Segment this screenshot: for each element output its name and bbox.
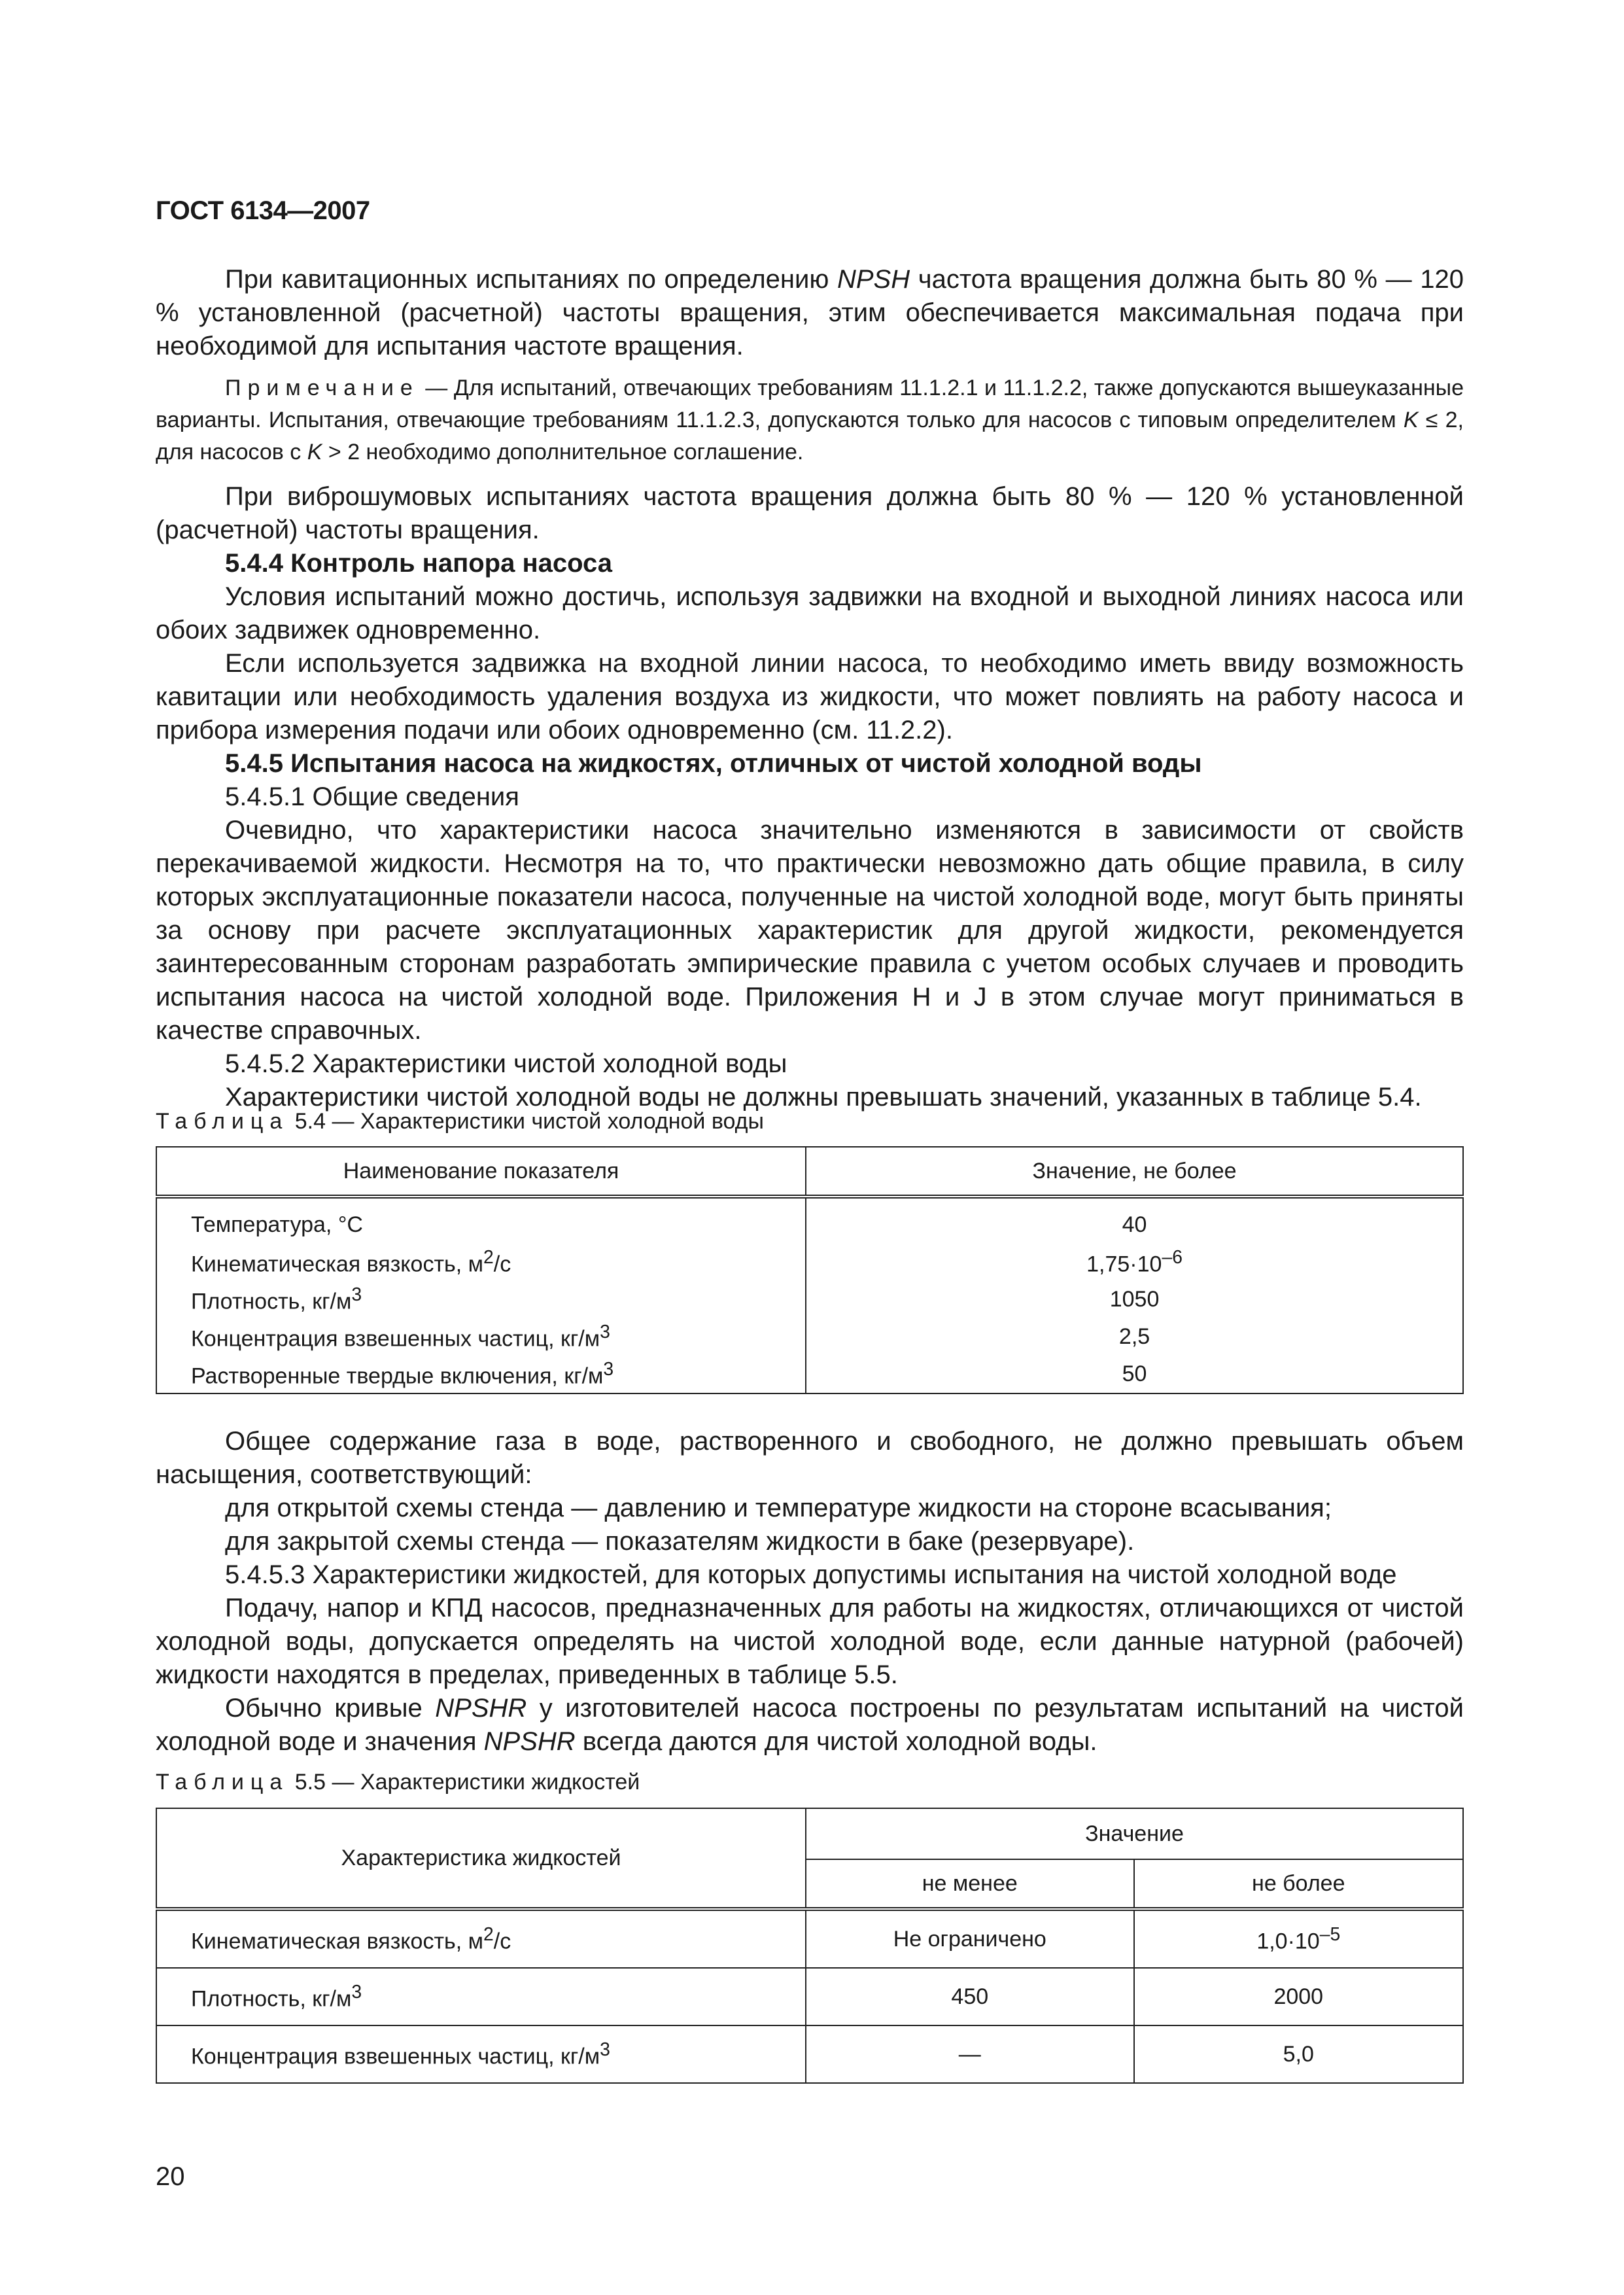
paragraph-cavitation: При кавитационных испытаниях по определению NPSH частота вращения должна быть 80 % — 120 % установленной (расчетной) частоты вращения, этим обеспечивается максимальная подача при необходимой для испытания частоте вращения. (156, 265, 1464, 360)
table-5-4-caption: Таблица 5.4 — Характеристики чистой холодной воды (156, 1109, 764, 1134)
paragraph-general: Очевидно, что характеристики насоса значительно изменяются в зависимости от свойств перекачиваемой жидкости. Несмотря на то, что практически невозможно дать общие правила, в силу которых эксплуатационные показатели насоса, полученные на чистой холодной воде, могут быть приняты за основу при расчете эксплуатационных характеристик для другой жидкости, рекомендуется заинтересованным сторонам разработать эмпирические правила с учетом особых случаев и проводить испытания насоса на чистой холодной воде. Приложения H и J в этом случае могут приниматься в качестве справочных. (156, 816, 1464, 1045)
table-row: Плотность, $кг/м^3$ 1050 (156, 1281, 1463, 1318)
page-number: 20 (156, 2162, 185, 2191)
heading-5-4-5-3: 5.4.5.3 Характеристики жидкостей, для которых допустимы испытания на чистой холодной воде (225, 1560, 1397, 1589)
table-row: Кинематическая вязкость, $м^2/с$ Не ограничено $1,0\cdot 10^{-5}$ (156, 1909, 1463, 1968)
table-5-4-header-name: Наименование показателя (156, 1147, 806, 1197)
paragraph-open-scheme: для открытой схемы стенда — давлению и температуре жидкости на стороне всасывания; (225, 1494, 1332, 1522)
paragraph-pump-performance: Подачу, напор и КПД насосов, предназначенных для работы на жидкостях, отличающихся от чистой холодной воды, допускается определять на чистой холодной воде, если данные натурной (рабочей) жидкости находятся в пределах, приведенных в таблице 5.5. (156, 1594, 1464, 1689)
table-5-5-header-value: Значение (806, 1808, 1463, 1859)
table-5-4 (156, 1146, 1464, 1394)
table-5-5 (156, 1808, 1464, 2084)
heading-5-4-5-1: 5.4.5.1 Общие сведения (225, 782, 519, 811)
table-row: Концентрация взвешенных частиц, $кг/м^3$ — 5,0 (156, 2025, 1463, 2083)
table-5-5-caption: Таблица 5.5 — Характеристики жидкостей (156, 1770, 640, 1795)
table-5-5-header-name: Характеристика жидкостей (156, 1808, 806, 1909)
paragraph-valves: Условия испытаний можно достичь, используя задвижки на входной и выходной линиях насоса или обоих задвижек одновременно. (156, 582, 1464, 644)
paragraph-npshr: Обычно кривые NPSHR у изготовителей насоса построены по результатам испытаний на чистой холодной воде и значения NPSHR всегда даются для чистой холодной воды. (156, 1694, 1464, 1756)
table-row: Кинематическая вязкость, $м^2/с$ $1,75\cdot 10^{-6}$ (156, 1244, 1463, 1281)
paragraph-closed-scheme: для закрытой схемы стенда — показателям жидкости в баке (резервуаре). (225, 1527, 1135, 1556)
paragraph-inlet-valve: Если используется задвижка на входной линии насоса, то необходимо иметь ввиду возможность кавитации или необходимость удаления воздуха из жидкости, что может повлиять на работу насоса и прибора измерения подачи или обоих одновременно (см. 11.2.2). (156, 649, 1464, 745)
paragraph-table-ref: Характеристики чистой холодной воды не должны превышать значений, указанных в таблице 5.4. (225, 1083, 1422, 1112)
heading-5-4-5-2: 5.4.5.2 Характеристики чистой холодной воды (225, 1049, 787, 1078)
table-5-5-header-min: не менее (806, 1859, 1134, 1909)
table-5-5-header-max: не более (1134, 1859, 1463, 1909)
body-block-2 (156, 1425, 1464, 1759)
body-block-1 (156, 263, 1464, 1114)
note-label: Примечание (225, 376, 419, 400)
note: Примечание — Для испытаний, отвечающих требованиям 11.1.2.1 и 11.1.2.2, также допускаются вышеуказанные варианты. Испытания, отвечающие требованиям 11.1.2.3, допускаются только для насосов с типовым определителем K ≤ 2, для насосов с K > 2 необходимо дополнительное соглашение. (156, 376, 1464, 464)
heading-5-4-4: 5.4.4 Контроль напора насоса (225, 549, 612, 578)
table-row: Плотность, $кг/м^3$ 450 2000 (156, 1968, 1463, 2025)
paragraph-vibration: При виброшумовых испытаниях частота вращения должна быть 80 % — 120 % установленной (расчетной) частоты вращения. (156, 482, 1464, 544)
table-row: Концентрация взвешенных частиц, $кг/м^3$ 2,5 (156, 1318, 1463, 1356)
table-row: Растворенные твердые включения, $кг/м^3$ 50 (156, 1356, 1463, 1393)
table-row: Температура, °C 40 (156, 1197, 1463, 1244)
heading-5-4-5: 5.4.5 Испытания насоса на жидкостях, отличных от чистой холодной воды (225, 749, 1202, 778)
paragraph-gas-content: Общее содержание газа в воде, растворенного и свободного, не должно превышать объем насыщения, соответствующий: (156, 1427, 1464, 1489)
table-5-4-header-value: Значение, не более (806, 1147, 1463, 1197)
standard-header: ГОСТ 6134—2007 (156, 196, 370, 225)
